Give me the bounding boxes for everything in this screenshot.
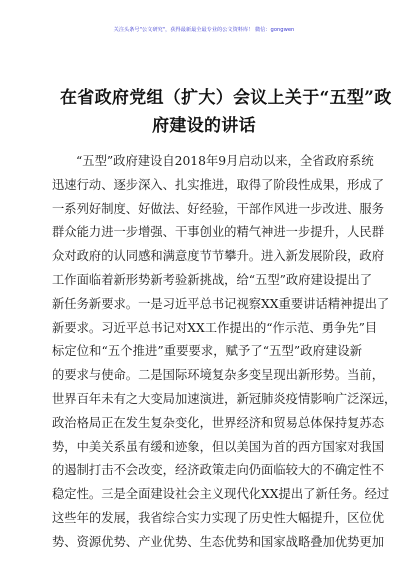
body-line: 一系列好制度、好做法、好经验，干部作风进一步改进、服务 <box>52 201 385 216</box>
body-paragraph <box>52 150 397 555</box>
title-line: 在省政府党组（扩大）会议上关于“五型”政 <box>60 88 392 108</box>
body-line: 势，中美关系虽有缓和迹象，但以美国为首的西方国家对我国 <box>52 439 385 454</box>
body-line: 这些年的发展，我省综合实力实现了历史性大幅提升，区位优 <box>52 510 385 525</box>
body-line: 标定位和“五个推进”重要要求，赋予了“五型”政府建设新 <box>52 344 362 359</box>
body-line: 迅速行动、逐步深入、扎实推进，取得了阶段性成果，形成了 <box>52 177 385 192</box>
body-line: 新要求。习近平总书记对XX工作提出的“作示范、勇争先”目 <box>52 320 378 335</box>
document-title <box>60 84 392 140</box>
body-line: 新任务新要求。一是习近平总书记视察XX重要讲话精神提出了 <box>52 296 390 311</box>
body-line: 的要求与使命。二是国际环境复杂多变呈现出新形势。当前， <box>52 368 385 383</box>
body-line: 政治格局正在发生复杂变化，世界经济和贸易总体保持复苏态 <box>52 415 385 430</box>
title-line: 府建设的讲话 <box>152 116 256 136</box>
header-banner: 关注头条号"公文研究"，获得最新最全最专业的公文资料库！ 微信：gongwen <box>113 27 295 33</box>
body-line: 群众能力进一步增强、干事创业的精气神进一步提升，人民群 <box>52 225 385 240</box>
body-line: 世界百年未有之大变局加速演进，新冠肺炎疫情影响广泛深远， <box>52 391 397 406</box>
body-line: 工作面临着新形势新考验新挑战，给“五型”政府建设提出了 <box>52 272 372 287</box>
body-line: 众对政府的认同感和满意度节节攀升。进入新发展阶段，政府 <box>52 249 385 264</box>
body-line: 势、资源优势、产业优势、生态优势和国家战略叠加优势更加 <box>52 534 385 549</box>
body-line: 稳定性。三是全面建设社会主义现代化XX提出了新任务。经过 <box>52 487 390 502</box>
body-line: “五型”政府建设自2018年9月启动以来，全省政府系统 <box>76 154 374 168</box>
body-line: 的遏制打击不会改变，经济政策走向仍面临较大的不确定性不 <box>52 463 385 478</box>
